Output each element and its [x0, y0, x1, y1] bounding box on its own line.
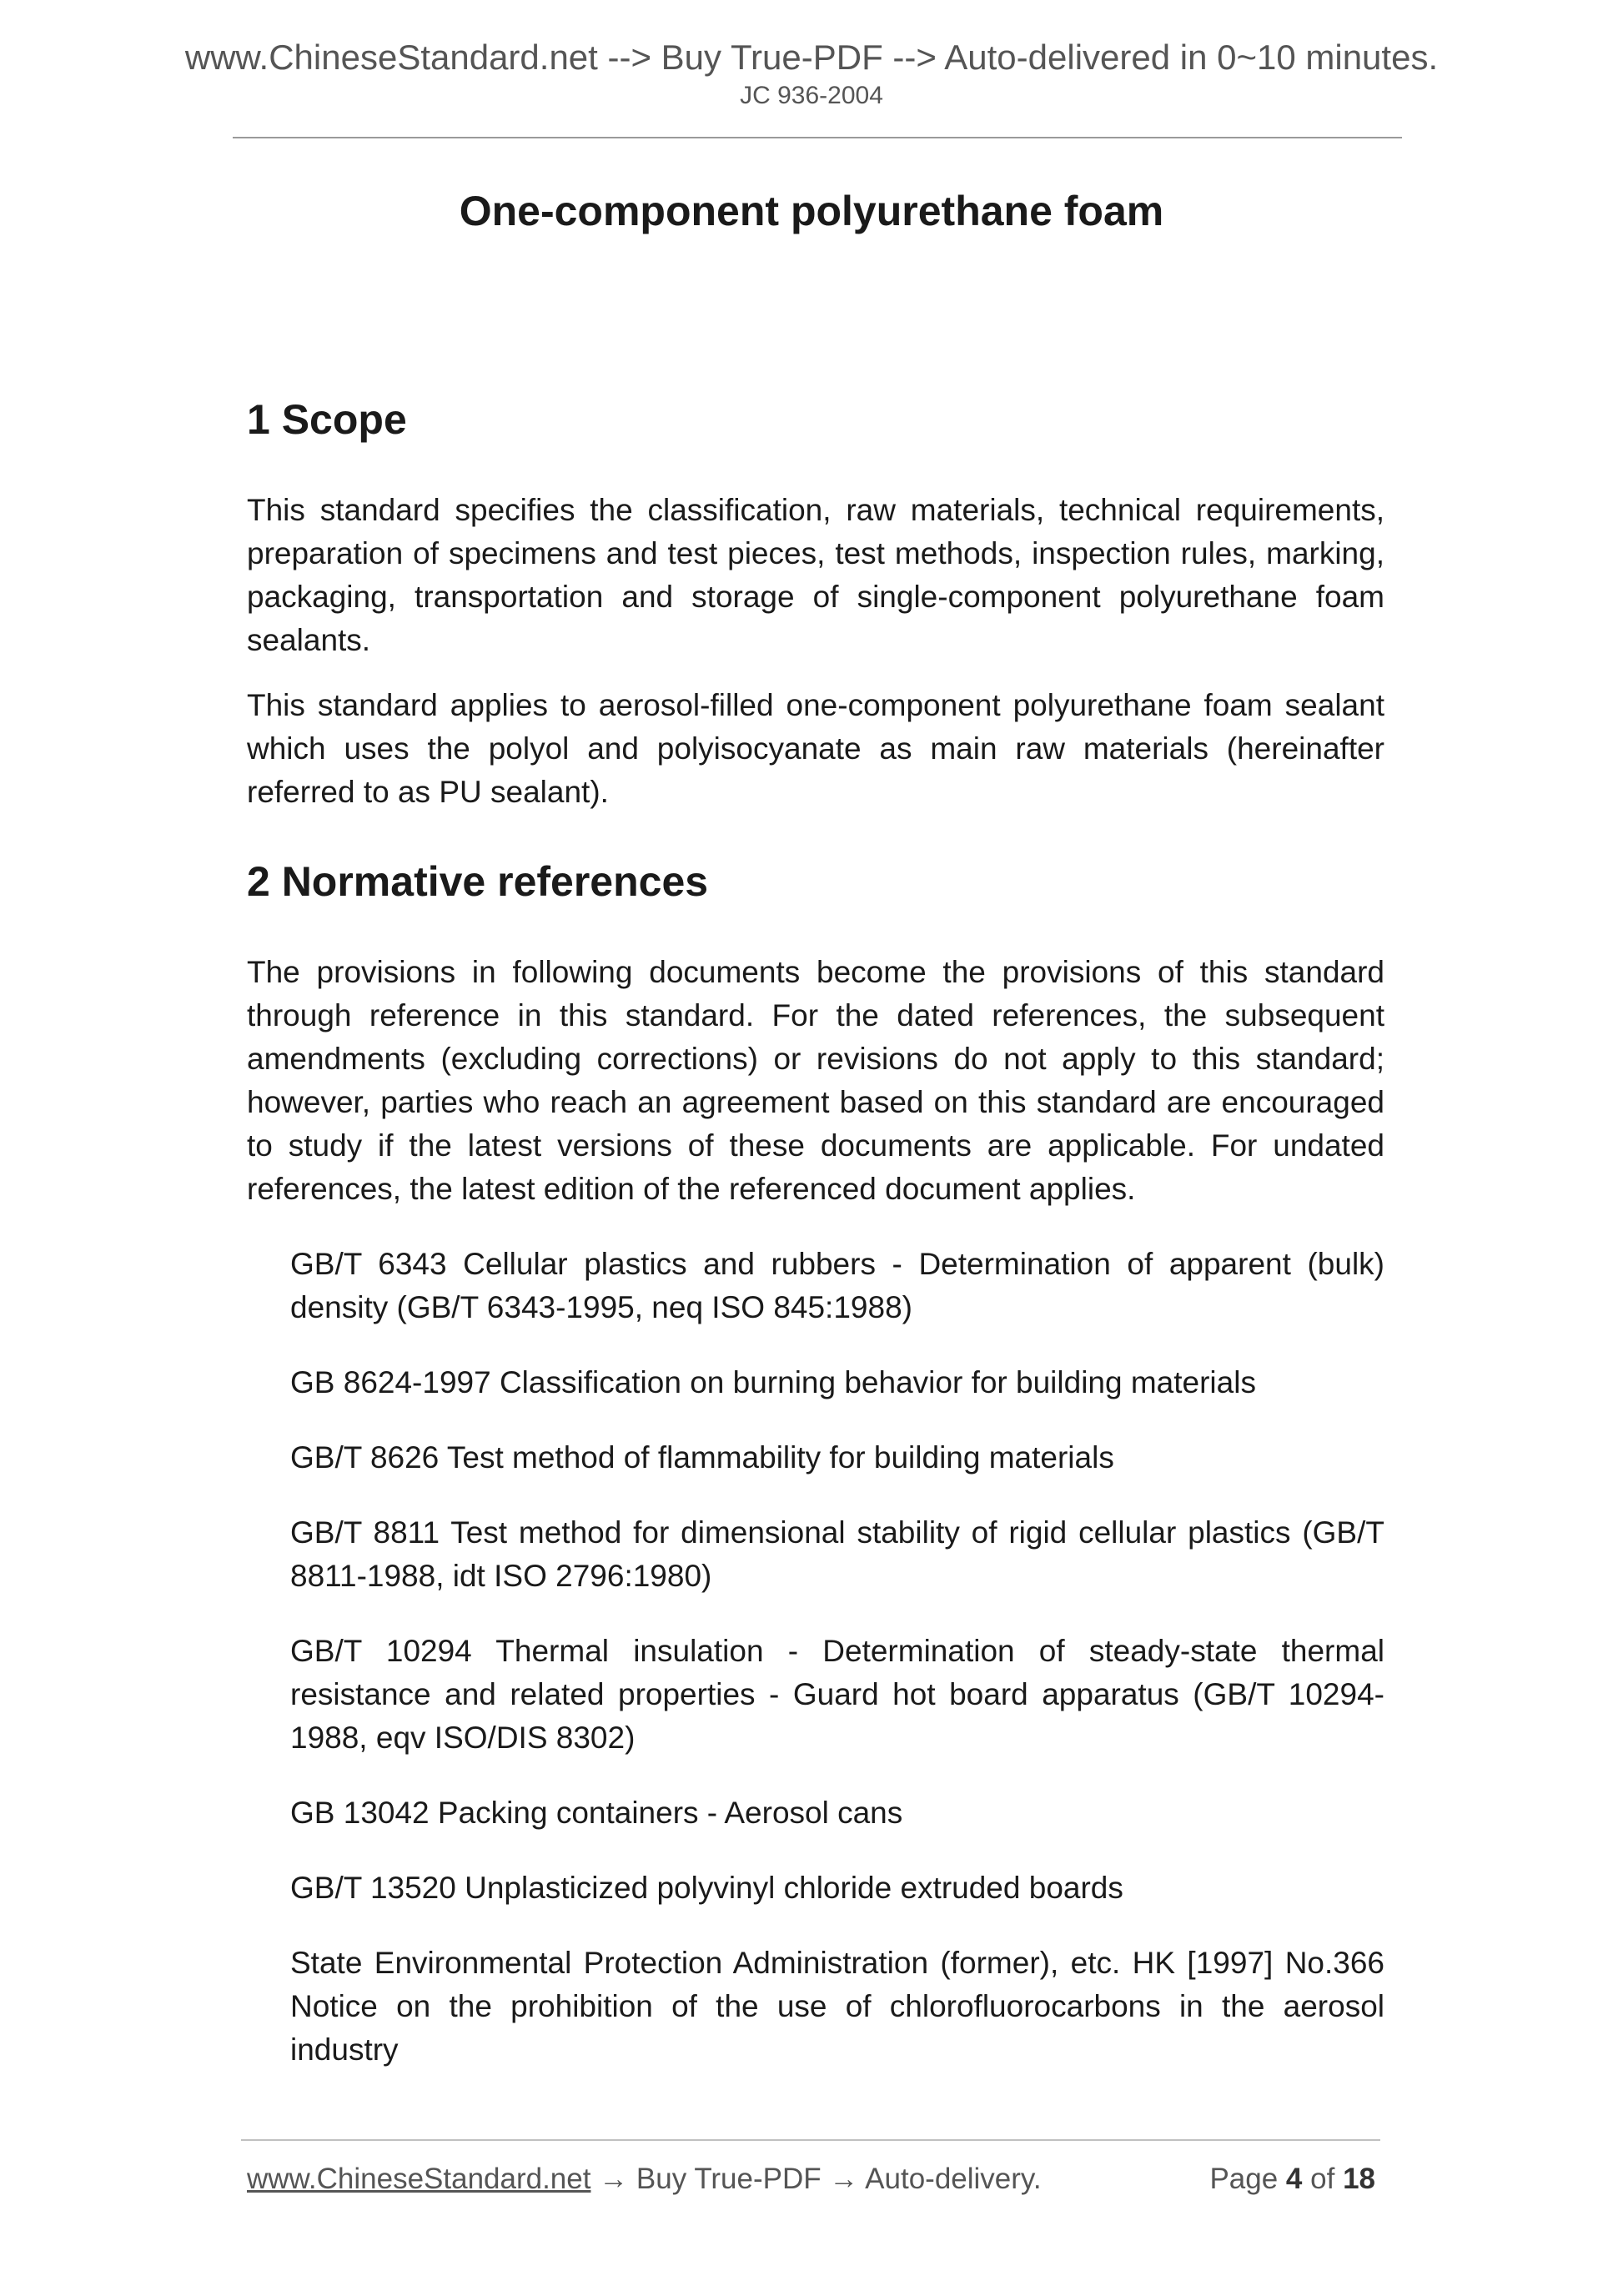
- footer-delivery-text: → Buy True-PDF → Auto-delivery.: [590, 2163, 1042, 2195]
- section-1-heading: 1 Scope: [247, 396, 407, 443]
- page-title: One-component polyurethane foam: [459, 188, 1164, 234]
- reference-item: GB 8624-1997 Classification on burning behavior for building materials: [290, 1365, 1256, 1399]
- reference-item: GB 13042 Packing containers - Aerosol cans: [290, 1796, 903, 1830]
- page-of-label: of: [1310, 2163, 1335, 2195]
- header-divider: [233, 137, 1402, 138]
- scope-paragraph-1: This standard specifies the classification, raw materials, technical requirements, preparation of specimens and test pieces, test methods, inspection rules, marking, packaging, transportation and storage of single-component polyurethane foam sealants.: [247, 493, 1384, 657]
- reference-item: GB/T 8626 Test method of flammability for building materials: [290, 1440, 1114, 1475]
- page-indicator: [1209, 2164, 1375, 2193]
- footer-left: [247, 2164, 1042, 2193]
- page-current: 4: [1285, 2163, 1303, 2195]
- document-body: [247, 396, 1384, 2072]
- section-2-heading: 2 Normative references: [247, 858, 709, 905]
- header-banner: www.ChineseStandard.net --> Buy True-PDF --> Auto-delivered in 0~10 minutes.: [184, 38, 1439, 77]
- reference-item: State Environmental Protection Administration (former), etc. HK [1997] No.366 Notice on the prohibition of the use of chlorofluorocarbons in the aerosol industry: [290, 1946, 1384, 2067]
- scope-paragraph-2: This standard applies to aerosol-filled one-component polyurethane foam sealant which uses the polyol and polyisocyanate as main raw materials (hereinafter referred to as PU sealant).: [247, 688, 1384, 809]
- footer-divider: [241, 2139, 1380, 2141]
- reference-item: GB/T 8811 Test method for dimensional stability of rigid cellular plastics (GB/T 8811-1988, idt ISO 2796:1980): [290, 1515, 1384, 1593]
- page-total: 18: [1343, 2163, 1375, 2195]
- standard-code: JC 936-2004: [740, 82, 883, 109]
- references-intro: The provisions in following documents become the provisions of this standard through reference in this standard. For the dated references, the subsequent amendments (excluding corrections) or revisions do not apply to this standard; however, parties who reach an agreement based on this standard are encouraged to study if the latest versions of these documents are applicable. For undated references, the latest edition of the referenced document applies.: [247, 955, 1384, 1206]
- reference-item: GB/T 13520 Unplasticized polyvinyl chloride extruded boards: [290, 1871, 1123, 1905]
- reference-item: GB/T 10294 Thermal insulation - Determination of steady-state thermal resistance and related properties - Guard hot board apparatus (GB/T 10294-1988, eqv ISO/DIS 8302): [290, 1634, 1384, 1755]
- page-label: Page: [1209, 2163, 1279, 2195]
- footer-website-link[interactable]: www.ChineseStandard.net: [247, 2163, 591, 2195]
- reference-item: GB/T 6343 Cellular plastics and rubbers - Determination of apparent (bulk) density (GB/T 6343-1995, neq ISO 845:1988): [290, 1247, 1384, 1324]
